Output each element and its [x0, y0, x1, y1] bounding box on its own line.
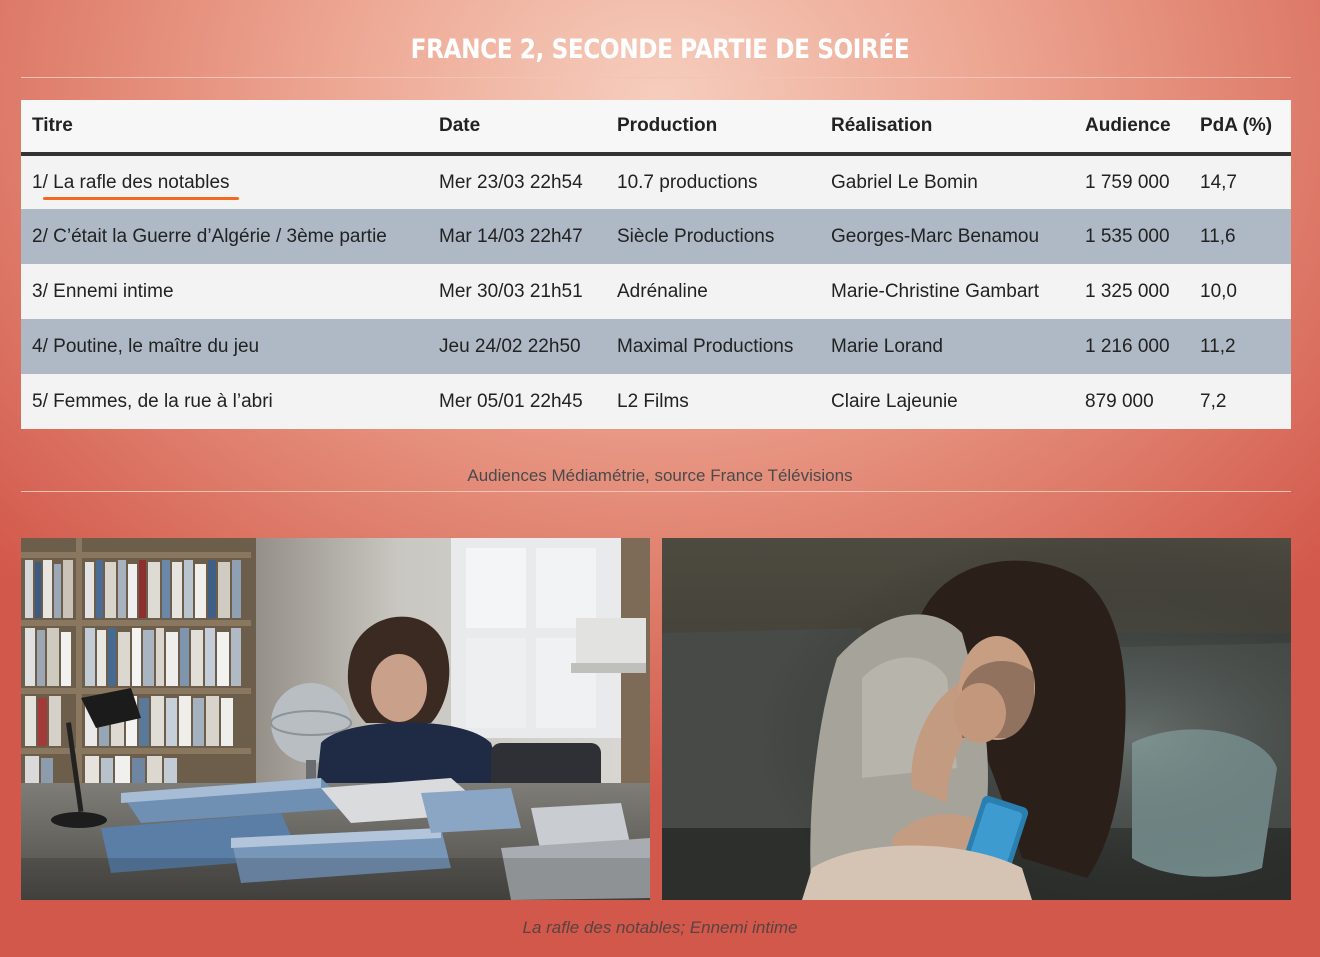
table-row [21, 319, 1291, 374]
page-title: FRANCE 2, SECONDE PARTIE DE SOIRÉE [410, 34, 910, 65]
col-header-production: Production [606, 100, 820, 154]
title-text: Poutine, le maître du jeu [53, 335, 260, 357]
cell-title [21, 209, 428, 264]
cell-realisation: Marie-Christine Gambart [820, 264, 1074, 319]
cell-pda: 11,2 [1189, 319, 1291, 374]
title-link[interactable] [32, 172, 230, 193]
cell-production: Adrénaline [606, 264, 820, 319]
divider-bottom [21, 491, 1291, 492]
cell-realisation: Georges-Marc Benamou [820, 209, 1074, 264]
title-text: C’était la Guerre d’Algérie / 3ème partie [53, 225, 387, 247]
cell-production: L2 Films [606, 374, 820, 429]
table-header-row [21, 100, 1291, 154]
cell-title [21, 154, 428, 209]
link-underline [43, 197, 239, 200]
table-row [21, 209, 1291, 264]
col-header-pda: PdA (%) [1189, 100, 1291, 154]
cell-audience: 879 000 [1074, 374, 1189, 429]
table-row [21, 264, 1291, 319]
col-header-audience: Audience [1074, 100, 1189, 154]
cell-production: Siècle Productions [606, 209, 820, 264]
photo-ennemi-intime [662, 538, 1291, 900]
divider-top [21, 77, 1291, 78]
cell-production: Maximal Productions [606, 319, 820, 374]
cell-date: Mer 05/01 22h45 [428, 374, 606, 429]
cell-audience: 1 216 000 [1074, 319, 1189, 374]
title-text: Femmes, de la rue à l’abri [53, 390, 273, 412]
cell-audience: 1 535 000 [1074, 209, 1189, 264]
cell-pda: 7,2 [1189, 374, 1291, 429]
title-text: Ennemi intime [53, 280, 174, 302]
col-header-titre: Titre [21, 100, 428, 154]
cell-title [21, 319, 428, 374]
cell-pda: 14,7 [1189, 154, 1291, 209]
cell-realisation: Marie Lorand [820, 319, 1074, 374]
cell-pda: 10,0 [1189, 264, 1291, 319]
cell-pda: 11,6 [1189, 209, 1291, 264]
rank: 5/ [32, 390, 48, 412]
table-row [21, 154, 1291, 209]
cell-date: Mer 30/03 21h51 [428, 264, 606, 319]
title-text: La rafle des notables [53, 171, 230, 193]
photo-la-rafle-des-notables [21, 538, 650, 900]
rank: 3/ [32, 280, 48, 302]
cell-date: Jeu 24/02 22h50 [428, 319, 606, 374]
col-header-realisation: Réalisation [820, 100, 1074, 154]
rank: 4/ [32, 335, 48, 357]
rank: 2/ [32, 225, 48, 247]
cell-title [21, 374, 428, 429]
col-header-date: Date [428, 100, 606, 154]
audience-table [21, 100, 1291, 429]
cell-audience: 1 759 000 [1074, 154, 1189, 209]
cell-date: Mar 14/03 22h47 [428, 209, 606, 264]
cell-realisation: Gabriel Le Bomin [820, 154, 1074, 209]
table-row [21, 374, 1291, 429]
cell-audience: 1 325 000 [1074, 264, 1189, 319]
source-note: Audiences Médiamétrie, source France Télévisions [467, 466, 853, 485]
cell-title [21, 264, 428, 319]
cell-realisation: Claire Lajeunie [820, 374, 1074, 429]
cell-production: 10.7 productions [606, 154, 820, 209]
photo-caption: La rafle des notables; Ennemi intime [522, 918, 798, 937]
rank: 1/ [32, 171, 48, 193]
cell-date: Mer 23/03 22h54 [428, 154, 606, 209]
